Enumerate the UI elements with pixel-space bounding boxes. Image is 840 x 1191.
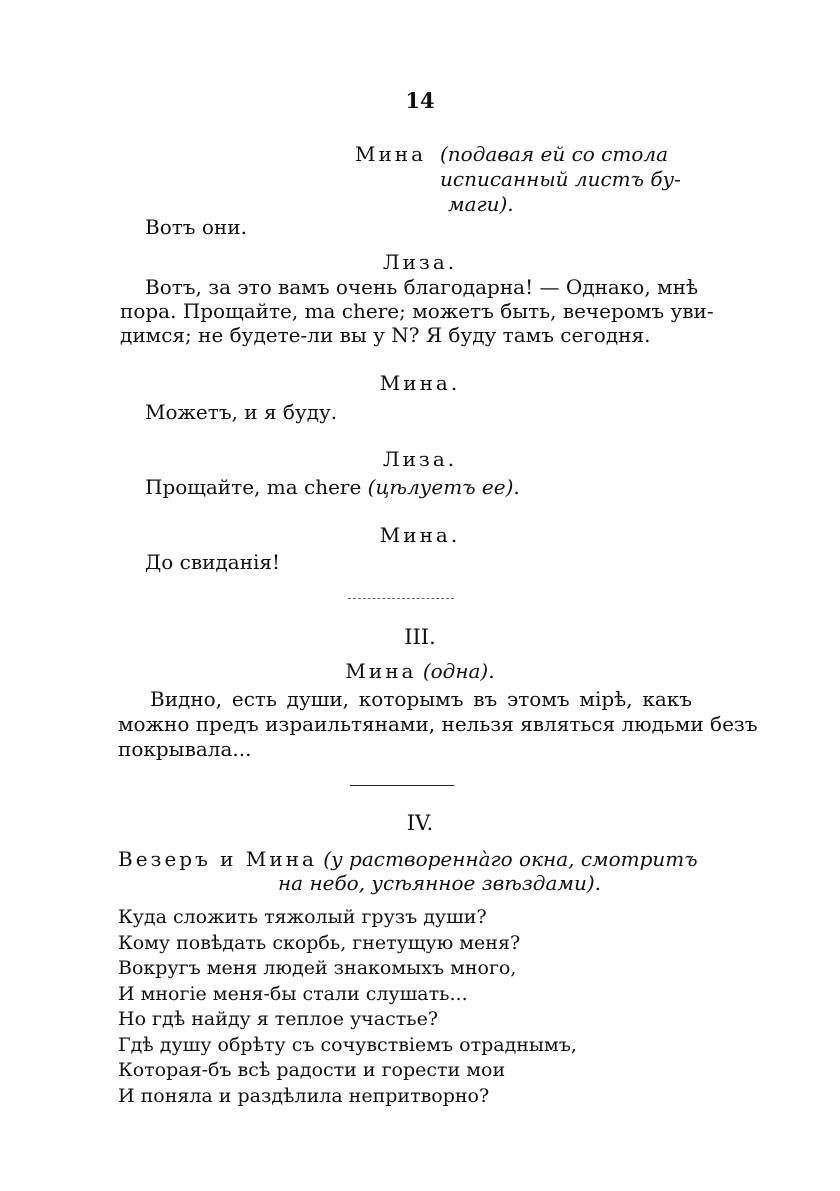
stage-direction-kiss: (цѣлуетъ ее).	[367, 475, 520, 499]
monologue-line-2: можно предъ израильтянами, нельзя являться людьми безъ	[118, 712, 758, 736]
speaker-mina: Мина	[355, 142, 427, 166]
mina-line-3: До свиданія!	[145, 550, 281, 574]
liza-line-4	[145, 474, 520, 500]
scene-4-heading	[118, 846, 698, 872]
verse-line-1: Куда сложить тяжолый грузъ души?	[118, 906, 487, 928]
verse-block	[118, 905, 577, 1109]
mina-line-2: Можетъ, и я буду.	[145, 400, 338, 424]
stage-direction-1: (подавая ей со стола	[440, 142, 669, 166]
speaker-mina-3: Мина.	[379, 523, 461, 547]
stage-direction-3: маги).	[448, 192, 514, 216]
verse-line-6: Гдѣ душу обрѣту съ сочувствіемъ отраднымъ,	[118, 1033, 577, 1056]
scene-numeral-4: IV.	[406, 811, 434, 835]
speaker-liza: Лиза.	[382, 250, 458, 274]
liza-line-3: димся; не будете-ли вы у N? Я буду тамъ сегодня.	[120, 323, 651, 347]
stage-direction-window-2: на небо, усѣянное звѣздами).	[278, 871, 602, 895]
scene-divider-2	[350, 785, 454, 786]
scene-divider-1	[348, 598, 454, 599]
verse-line-5: Но гдѣ найду я теплое участье?	[118, 1008, 439, 1030]
verse-line-8: И поняла и раздѣлила непритворно?	[118, 1084, 490, 1107]
scene-numeral-3: III.	[404, 625, 436, 649]
mina-line: Вотъ они.	[145, 215, 247, 239]
stage-direction-2: исписанный листъ бу-	[440, 167, 681, 191]
stage-direction-window-1: (у растворенна̀го окна, смотритъ	[323, 847, 698, 871]
verse-line-7: Которая-бъ всѣ радости и горести мои	[118, 1059, 506, 1081]
monologue-line-1: Видно, есть души, которымъ въ этомъ мірѣ, какъ	[150, 687, 692, 711]
monologue-line-3: покрывала...	[118, 737, 252, 761]
stage-direction-alone: (одна).	[422, 659, 495, 683]
liza-line-2: пора. Прощайте, ma chere; можетъ быть, вечеромъ уви-	[120, 299, 714, 323]
speaker-liza-2: Лиза.	[382, 447, 458, 471]
liza-line-1: Вотъ, за это вамъ очень благодарна! — Однако, мнѣ	[145, 275, 698, 299]
page-number: 14	[405, 88, 435, 113]
speaker-mina-4: Мина	[345, 659, 417, 683]
liza-farewell: Прощайте, ma chere	[145, 475, 362, 499]
verse-line-2: Кому повѣдать скорбь, гнетущую меня?	[118, 931, 521, 954]
speaker-mina-2: Мина.	[379, 371, 461, 395]
speakers-wezer-mina: Везеръ и Мина	[118, 847, 317, 871]
scene-3-heading	[0, 658, 840, 684]
verse-line-3: Вокругъ меня людей знакомыхъ много,	[118, 957, 517, 979]
verse-line-4: И многіе меня-бы стали слушать...	[118, 982, 468, 1005]
